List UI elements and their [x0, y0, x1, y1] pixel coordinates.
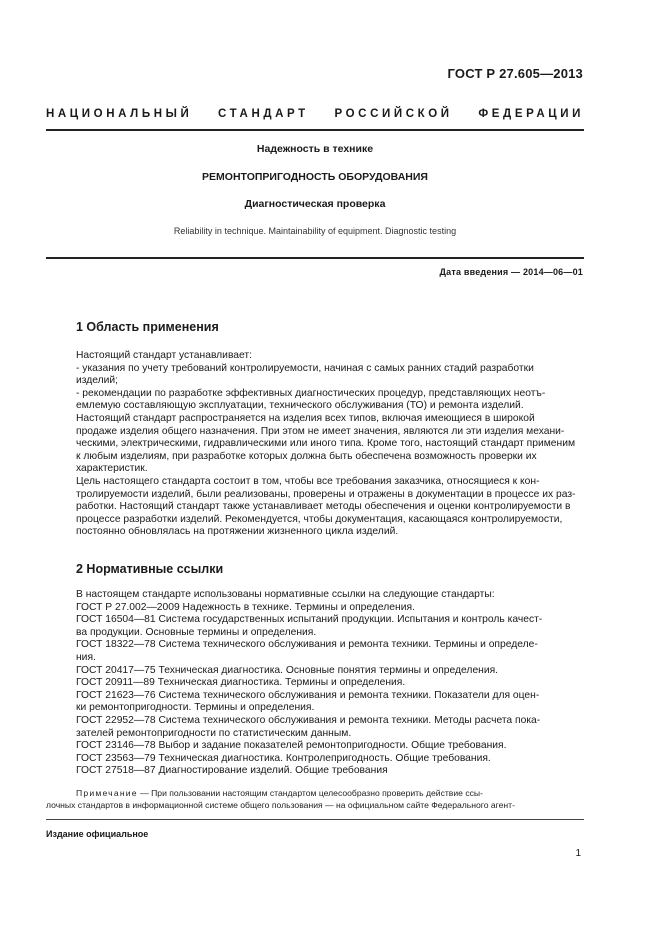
section-1-body — [76, 350, 584, 539]
footnote — [46, 787, 584, 811]
note-text-1: — При пользовании настоящим стандартом целесообразно проверить действие ссы- — [137, 788, 483, 798]
s1-line: работки. Настоящий стандарт также устанавливает методы обеспечения и оценки контролируемости в — [76, 501, 571, 513]
s1-line: процессе разработки изделий. Рекомендуется, чтобы документация, касающаяся контролируемости, — [76, 513, 563, 525]
reference-line: ГОСТ 20911—89 Техническая диагностика. Термины и определения. — [76, 677, 406, 689]
note-line-2: лочных стандартов в информационной системе общего пользования — на официальном сайте Федерального агент- — [46, 800, 515, 810]
s1-line: изделий; — [76, 375, 119, 387]
reference-line: ГОСТ 22952—78 Система технического обслуживания и ремонта техники. Методы расчета пока- — [76, 714, 541, 726]
note-line-1 — [76, 787, 584, 799]
s1-line: постоянно обновлялась на протяжении жизненного цикла изделий. — [76, 526, 399, 538]
s1-line: - указания по учету требований контролируемости, начиная с самых ранних стадий разработки — [76, 362, 534, 374]
main-title: РЕМОНТОПРИГОДНОСТЬ ОБОРУДОВАНИЯ — [202, 171, 428, 183]
reference-line: В настоящем стандарте использованы нормативные ссылки на следующие стандарты: — [76, 589, 495, 600]
s1-line: характеристик. — [76, 463, 148, 475]
edition-label: Издание официальное — [46, 829, 149, 839]
reference-line: ва продукции. Основные термины и определения. — [76, 626, 317, 638]
s1-line: емлемую составляющую эксплуатации, технического обслуживания (ТО) и ремонта изделий. — [76, 400, 524, 412]
reference-line: ния. — [76, 651, 96, 663]
page-number: 1 — [575, 848, 581, 859]
s1-line: тролируемости изделий, были реализованы, проверены и отражены в документации в процессе их раз- — [76, 488, 576, 500]
reference-line: зателей ремонтопригодности по статистическим данным. — [76, 727, 352, 739]
document-code: ГОСТ Р 27.605—2013 — [447, 66, 583, 81]
s1-line: ческими, электрическими, гидравлическими или иного типа. Кроме того, настоящий стандарт применим — [76, 438, 576, 450]
reference-line: ГОСТ Р 27.002—2009 Надежность в технике. Термины и определения. — [76, 601, 415, 613]
s1-line: Настоящий стандарт распространяется на изделия всех типов, включая имеющиеся в широкой — [76, 412, 535, 424]
reference-line: ГОСТ 18322—78 Система технического обслуживания и ремонта техники. Термины и определе- — [76, 639, 538, 651]
reference-line: ГОСТ 23146—78 Выбор и задание показателей ремонтопригодности. Общие требования. — [76, 740, 507, 752]
reference-line: ГОСТ 21623—76 Система технического обслуживания и ремонта техники. Показатели для оцен- — [76, 689, 540, 701]
s1-line: Цель настоящего стандарта состоит в том, чтобы все требования заказчика, относящиеся к кон- — [76, 475, 540, 487]
section-1-heading: 1 Область применения — [76, 320, 219, 334]
s1-line: продаже изделия общего назначения. При этом не имеет значения, являются ли эти изделия механи- — [76, 425, 565, 437]
subtitle: Диагностическая проверка — [244, 198, 386, 210]
middle-rule — [46, 257, 584, 259]
top-rule — [46, 129, 584, 131]
reference-line: ГОСТ 20417—75 Техническая диагностика. Основные понятия термины и определения. — [76, 664, 499, 676]
section-2-body — [76, 589, 584, 778]
s1-line: - рекомендации по разработке эффективных диагностических процедур, представляющих неотъ- — [76, 387, 546, 399]
section-2-heading: 2 Нормативные ссылки — [76, 562, 224, 576]
english-title: Reliability in technique. Maintainability of equipment. Diagnostic testing — [173, 226, 457, 236]
s1-line: Настоящий стандарт устанавливает: — [76, 350, 252, 361]
reference-line: ГОСТ 27518—87 Диагностирование изделий. Общие требования — [76, 765, 388, 777]
reference-line: ГОСТ 23563—79 Техническая диагностика. Контролепригодность. Общие требования. — [76, 752, 491, 764]
subject-title: Надежность в технике — [256, 143, 374, 155]
bottom-rule — [46, 819, 584, 820]
s1-line: к любым изделиям, при разработке которых должна быть обеспечена возможность проверки их — [76, 450, 537, 462]
introduction-date: Дата введения — 2014—06—01 — [439, 267, 583, 277]
reference-line: ки ремонтопригодности. Термины и определения. — [76, 702, 315, 714]
national-standard-title: НАЦИОНАЛЬНЫЙ СТАНДАРТ РОССИЙСКОЙ ФЕДЕРАЦИИ — [46, 108, 584, 120]
note-label: Примечание — [76, 788, 138, 798]
reference-line: ГОСТ 16504—81 Система государственных испытаний продукции. Испытания и контроль качест- — [76, 614, 543, 626]
